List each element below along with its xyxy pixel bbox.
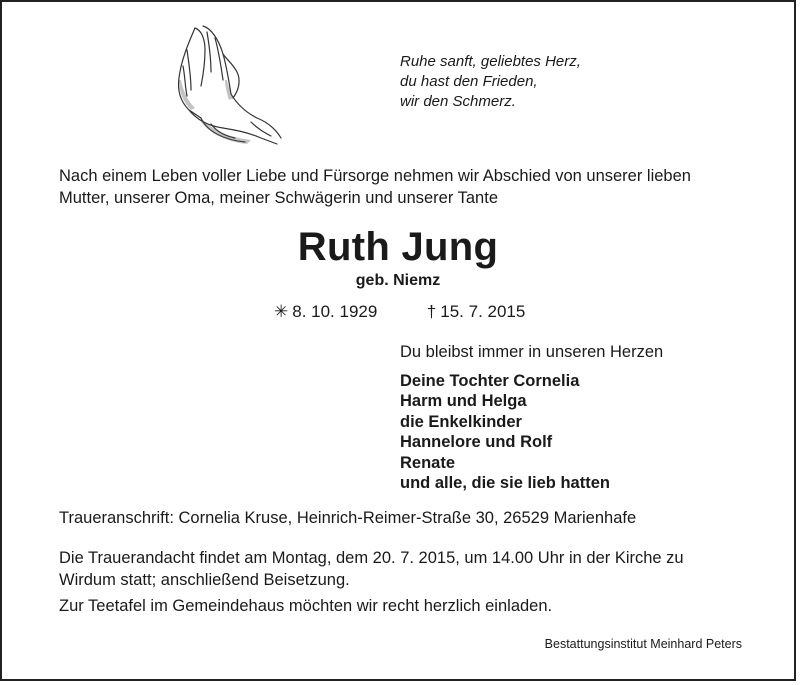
deceased-name: Ruth Jung	[297, 225, 499, 269]
mourner-name: und alle, die sie lieb hatten	[400, 474, 610, 492]
mourners-block	[400, 342, 663, 494]
intro-text	[59, 165, 759, 209]
mourners-lead: Du bleibst immer in unseren Herzen	[400, 343, 664, 361]
quote-line: du hast den Frieden,	[400, 73, 538, 90]
maiden-name: geb. Niemz	[355, 272, 441, 289]
mourner-name: die Enkelkinder	[400, 412, 522, 431]
intro-line: Nach einem Leben voller Liebe und Fürsorge nehmen wir Abschied von unserer lieben	[59, 167, 691, 185]
intro-line: Mutter, unserer Oma, meiner Schwägerin und unserer Tante	[59, 189, 498, 207]
memorial-quote	[400, 52, 700, 112]
life-dates	[274, 300, 525, 324]
quote-line: wir den Schmerz.	[400, 93, 516, 110]
mourner-name: Harm und Helga	[400, 392, 527, 410]
praying-hands-icon	[167, 20, 287, 148]
service-info	[59, 547, 759, 591]
service-line: Wirdum statt; anschließend Beisetzung.	[59, 571, 350, 589]
mourner-name: Renate	[400, 453, 456, 472]
mourner-name: Deine Tochter Cornelia	[400, 371, 580, 390]
undertaker-credit: Bestattungsinstitut Meinhard Peters	[544, 637, 742, 651]
mourner-name: Hannelore und Rolf	[400, 433, 553, 451]
death-cross-icon: †	[426, 302, 437, 321]
tea-invitation: Zur Teetafel im Gemeindehaus möchten wir recht herzlich einladen.	[59, 597, 553, 615]
death-date: 15. 7. 2015	[440, 302, 526, 321]
birth-date: 8. 10. 1929	[292, 302, 378, 321]
service-line: Die Trauerandacht findet am Montag, dem 20. 7. 2015, um 14.00 Uhr in der Kirche zu	[59, 549, 684, 567]
birth-star-icon: ✳	[274, 302, 289, 321]
mourning-address: Traueranschrift: Cornelia Kruse, Heinrich-Reimer-Straße 30, 26529 Marienhafe	[59, 509, 637, 527]
quote-line: Ruhe sanft, geliebtes Herz,	[400, 53, 581, 70]
